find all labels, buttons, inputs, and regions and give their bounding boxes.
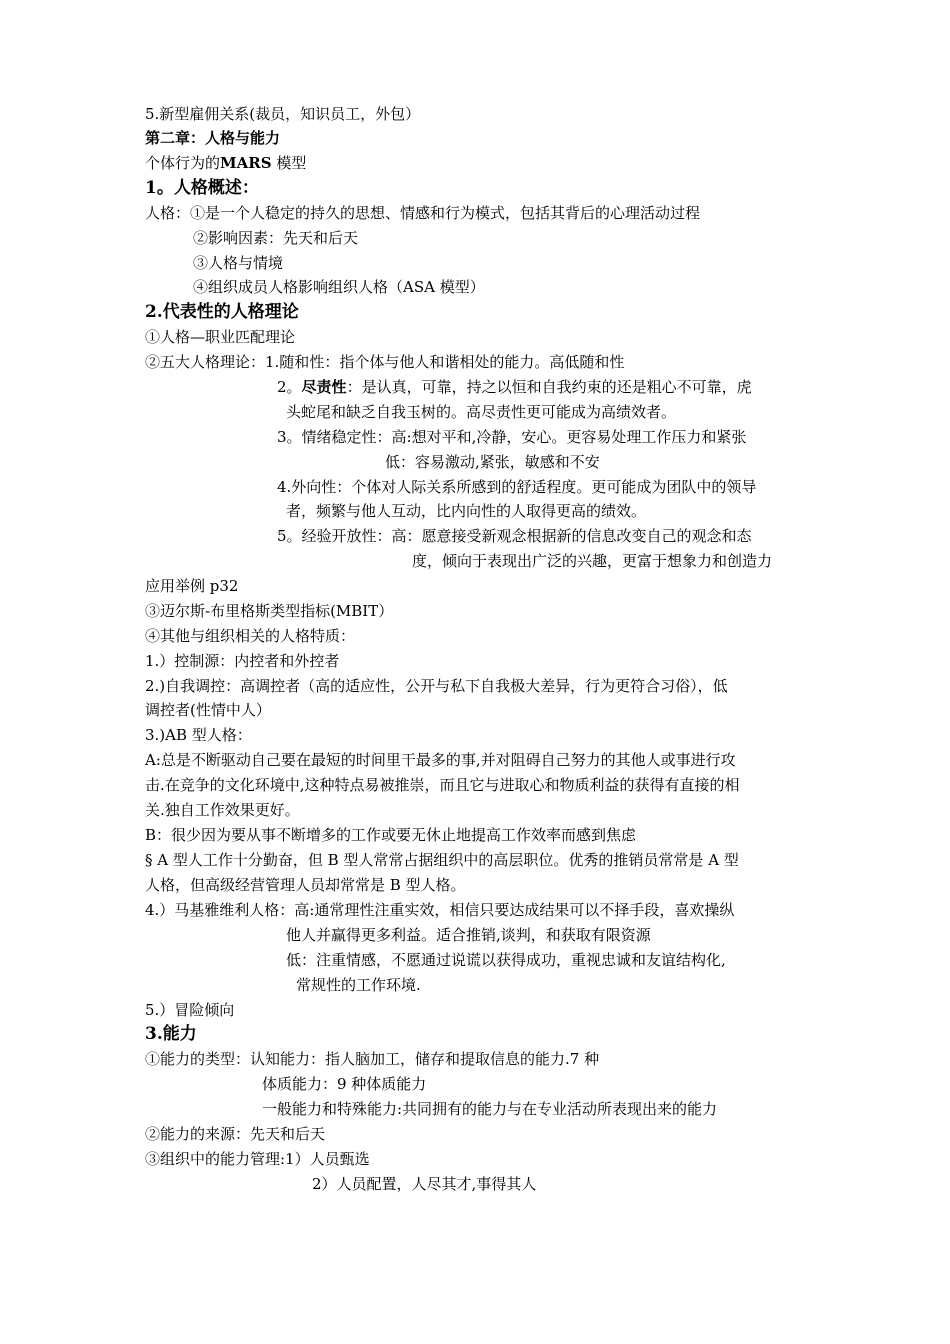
mars-term: MARS bbox=[220, 154, 272, 172]
text-line: ②能力的来源：先天和后天 bbox=[145, 1125, 326, 1143]
section-heading: 1。人格概述： bbox=[145, 178, 259, 198]
text-line: 5.新型雇佣关系(裁员，知识员工，外包） bbox=[145, 105, 421, 123]
section-heading: 3.能力 bbox=[145, 1024, 197, 1044]
text-line: 人格，但高级经营管理人员却常常是 B 型人格。 bbox=[145, 876, 466, 894]
text-line: ④组织成员人格影响组织人格（ASA 模型） bbox=[193, 278, 485, 296]
text-line bbox=[277, 377, 752, 397]
text-line: 体质能力：9 种体质能力 bbox=[262, 1075, 427, 1093]
text-line: 3。情绪稳定性：高:想对平和,冷静，安心。更容易处理工作压力和紧张 bbox=[277, 428, 747, 446]
text-line: 5.）冒险倾向 bbox=[145, 1001, 235, 1019]
text-line: B：很少因为要从事不断增多的工作或要无休止地提高工作效率而感到焦虑 bbox=[145, 826, 637, 844]
text-line: 他人并赢得更多利益。适合推销,谈判，和获取有限资源 bbox=[286, 926, 651, 944]
text-line: 4.）马基雅维利人格：高:通常理性注重实效，相信只要达成结果可以不择手段，喜欢操纵 bbox=[145, 901, 735, 919]
chapter-heading: 第二章：人格与能力 bbox=[145, 129, 281, 147]
text-line: 头蛇尾和缺乏自我玉树的。高尽责性更可能成为高绩效者。 bbox=[286, 403, 677, 421]
text-line: 击.在竞争的文化环境中,这种特点易被推崇，而且它与进取心和物质利益的获得有直接的相 bbox=[145, 776, 740, 794]
text-line: 关.独自工作效果更好。 bbox=[145, 801, 300, 819]
text-line: § A 型人工作十分勤奋，但 B 型人常常占据组织中的高层职位。优秀的推销员常常是 A 型 bbox=[145, 851, 739, 869]
text-line: 3.)AB 型人格： bbox=[145, 726, 252, 744]
text-line: 1.）控制源：内控者和外控者 bbox=[145, 652, 340, 670]
mars-suffix: 模型 bbox=[271, 154, 307, 172]
trait-description: ：是认真，可靠，持之以恒和自我约束的还是粗心不可靠，虎 bbox=[346, 378, 752, 396]
text-line: ②五大人格理论：1.随和性：指个体与他人和谐相处的能力。高低随和性 bbox=[145, 353, 625, 371]
text-line: 低：容易激动,紧张，敏感和不安 bbox=[385, 453, 600, 471]
text-line: A:总是不断驱动自己要在最短的时间里干最多的事,并对阻碍自己努力的其他人或事进行攻 bbox=[145, 751, 736, 769]
text-line: 5。经验开放性：高：愿意接受新观念根据新的信息改变自己的观念和态 bbox=[277, 527, 752, 545]
text-line: ③人格与情境 bbox=[193, 254, 284, 272]
text-line: 低：注重情感，不愿通过说谎以获得成功，重视忠诚和友谊结构化, bbox=[286, 951, 726, 969]
text-line: 者，频繁与他人互动，比内向性的人取得更高的绩效。 bbox=[286, 502, 647, 520]
text-line: 一般能力和特殊能力:共同拥有的能力与在专业活动所表现出来的能力 bbox=[262, 1100, 718, 1118]
text-line: ③组织中的能力管理:1）人员甄选 bbox=[145, 1150, 370, 1168]
text-line: 人格：①是一个人稳定的持久的思想、情感和行为模式，包括其背后的心理活动过程 bbox=[145, 204, 701, 222]
text-line: 常规性的工作环境. bbox=[296, 976, 421, 994]
text-line: 2）人员配置，人尽其才,事得其人 bbox=[312, 1175, 537, 1193]
item-number: 2。 bbox=[277, 378, 302, 396]
trait-term: 尽责性 bbox=[301, 378, 347, 396]
text-line: ①能力的类型：认知能力：指人脑加工，储存和提取信息的能力.7 种 bbox=[145, 1050, 600, 1068]
text-line: 2.)自我调控：高调控者（高的适应性，公开与私下自我极大差异，行为更符合习俗），低 bbox=[145, 677, 728, 695]
text-line: 4.外向性：个体对人际关系所感到的舒适程度。更可能成为团队中的领导 bbox=[277, 478, 757, 496]
text-line: ①人格—职业匹配理论 bbox=[145, 328, 296, 346]
section-heading: 2.代表性的人格理论 bbox=[145, 302, 299, 322]
text-line: ②影响因素：先天和后天 bbox=[193, 229, 359, 247]
text-line: 应用举例 p32 bbox=[145, 577, 239, 595]
mars-prefix: 个体行为的 bbox=[145, 154, 221, 172]
text-line: ③迈尔斯-布里格斯类型指标(MBIT） bbox=[145, 602, 394, 620]
text-line: ④其他与组织相关的人格特质： bbox=[145, 627, 356, 645]
text-line: 调控者(性情中人） bbox=[145, 701, 271, 719]
text-line bbox=[145, 153, 306, 173]
text-line: 度，倾向于表现出广泛的兴趣，更富于想象力和创造力 bbox=[412, 552, 773, 570]
